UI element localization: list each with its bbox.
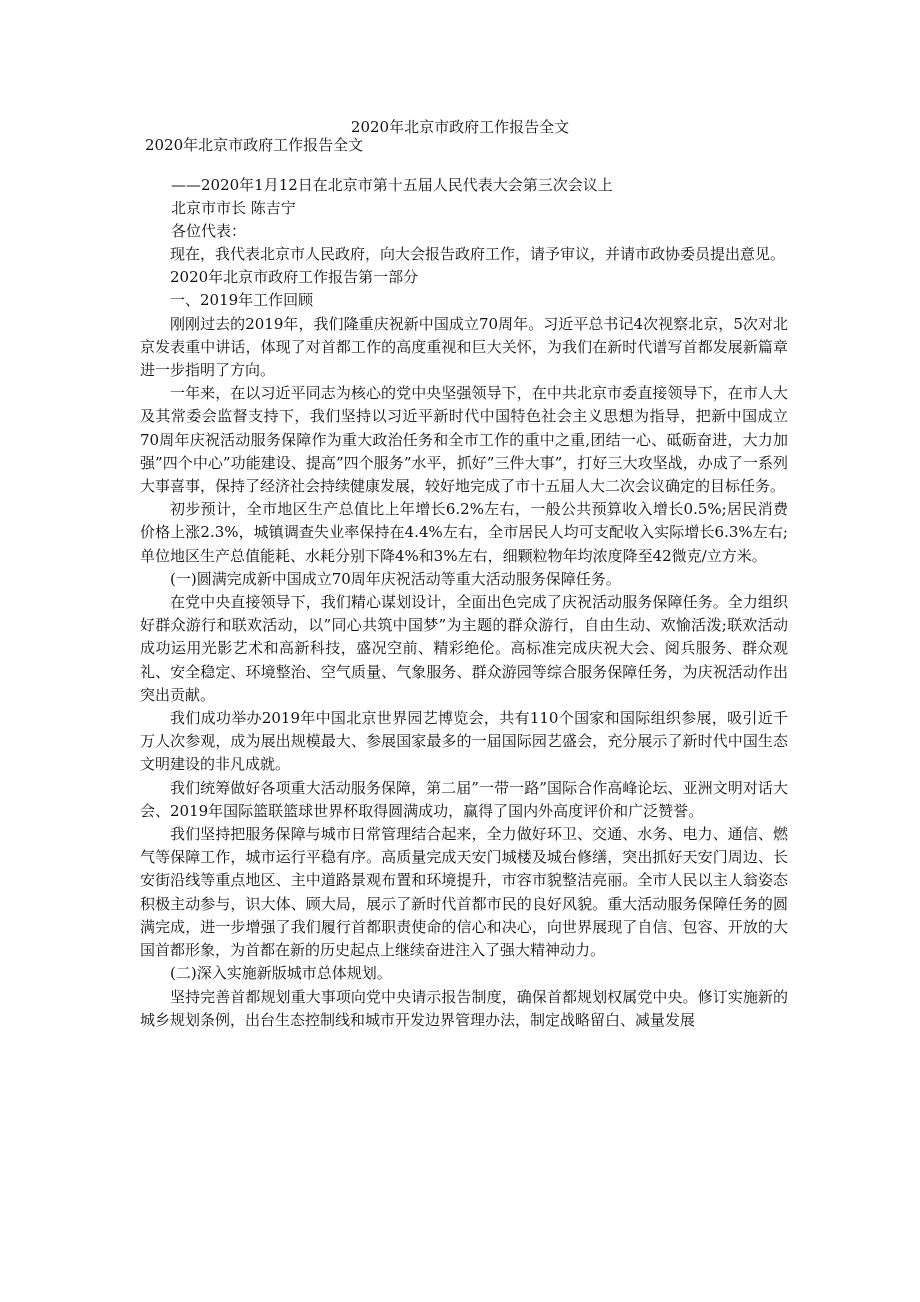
document-subtitle: 2020年北京市政府工作报告全文	[145, 136, 364, 154]
section-heading-part-one: 2020年北京市政府工作报告第一部分	[170, 268, 419, 287]
paragraph-opening: 现在，我代表北京市人民政府，向大会报告政府工作，请予审议，并请市政协委员提出意见。	[170, 245, 786, 263]
paragraph-body: 刚刚过去的2019年，我们隆重庆祝新中国成立70周年。习近平总书记4次视察北京，5次对北京发表重中讲话，体现了对首都工作的高度重视和巨大关怀，为我们在新时代谱写首都发展新篇章进一步指明了方向。	[140, 314, 788, 380]
spacer	[140, 157, 788, 174]
subsection-heading-2: (二)深入实施新版城市总体规划。	[170, 964, 392, 983]
speech-date-line: ——2020年1月12日在北京市第十五届人民代表大会第三次会议上	[171, 176, 613, 194]
paragraph-body: 坚持完善首都规划重大事项向党中央请示报告制度，确保首都规划权属党中央。修订实施新的城乡规划条例，出台生态控制线和城市开发边界管理办法，制定战略留白、减量发展	[140, 987, 788, 1029]
paragraph-body: 我们统筹做好各项重大活动服务保障，第二届”一带一路”国际合作高峰论坛、亚洲文明对话大会、2019年国际篮联篮球世界杯取得圆满成功，赢得了国内外高度评价和广泛赞誉。	[140, 778, 788, 820]
paragraph-body: 一年来，在以习近平同志为核心的党中央坚强领导下，在中共北京市委直接领导下，在市人大及其常委会监督支持下，我们坚持以习近平新时代中国特色社会主义思想为指导，把新中国成立70周年庆祝活动服务保障作为重大政治任务和全市工作的重中之重,团结一心、砥砺奋进，大力加强”四个中心”功能建设、提高”四个服务”水平，抓好”三件大事”，打好三大攻坚战，办成了一系列大事喜事，保持了经济社会持续健康发展，较好地完成了市十五届人大二次会议确定的目标任务。	[140, 384, 788, 496]
paragraph-body: 初步预计，全市地区生产总值比上年增长6.2%左右，一般公共预算收入增长0.5%;居民消费价格上涨2.3%，城镇调查失业率保持在4.4%左右，全市居民人均可支配收入实际增长6.3%左右;单位地区生产总值能耗、水耗分别下降4%和3%左右，细颗粒物年均浓度降至42微克/立方米。	[140, 500, 788, 565]
greeting-line: 各位代表：	[171, 222, 247, 240]
document-title: 2020年北京市政府工作报告全文	[350, 118, 570, 136]
paragraph-body: 我们坚持把服务保障与城市日常管理结合起来，全力做好环卫、交通、水务、电力、通信、燃气等保障工作，城市运行平稳有序。高质量完成天安门城楼及城台修缮，突出抓好天安门周边、长安街沿线等重点地区、主中道路景观布置和环境提升，市容市貌整洁亮丽。全市人民以主人翁姿态积极主动参与，识大体、顾大局，展示了新时代首都市民的良好风貌。重大活动服务保障任务的圆满完成，进一步增强了我们履行首都职责使命的信心和决心，向世界展现了自信、包容、开放的大国首都形象，为首都在新的历史起点上继续奋进注入了强大精神动力。	[140, 825, 788, 960]
paragraph-body: 我们成功举办2019年中国北京世界园艺博览会，共有110个国家和国际组织参展，吸引近千万人次参观，成为展出规模最大、参展国家最多的一届国际园艺盛会，充分展示了新时代中国生态文明建设的非凡成就。	[140, 709, 788, 774]
subsection-heading-1: (一)圆满完成新中国成立70周年庆祝活动等重大活动服务保障任务。	[170, 569, 621, 588]
section-heading-review: 一、2019年工作回顾	[170, 291, 314, 310]
speaker-line: 北京市市长 陈吉宁	[171, 199, 296, 217]
document-body	[140, 134, 788, 1032]
paragraph-body: 在党中央直接领导下，我们精心谋划设计，全面出色完成了庆祝活动服务保障任务。全力组织好群众游行和联欢活动，以”同心共筑中国梦”为主题的群众游行，自由生动、欢愉活泼;联欢活动成功运用光影艺术和高新科技，盛况空前、精彩绝伦。高标准完成庆祝大会、阅兵服务、群众观礼、安全稳定、环境整治、空气质量、气象服务、群众游园等综合服务保障任务，为庆祝活动作出突出贡献。	[140, 593, 788, 704]
